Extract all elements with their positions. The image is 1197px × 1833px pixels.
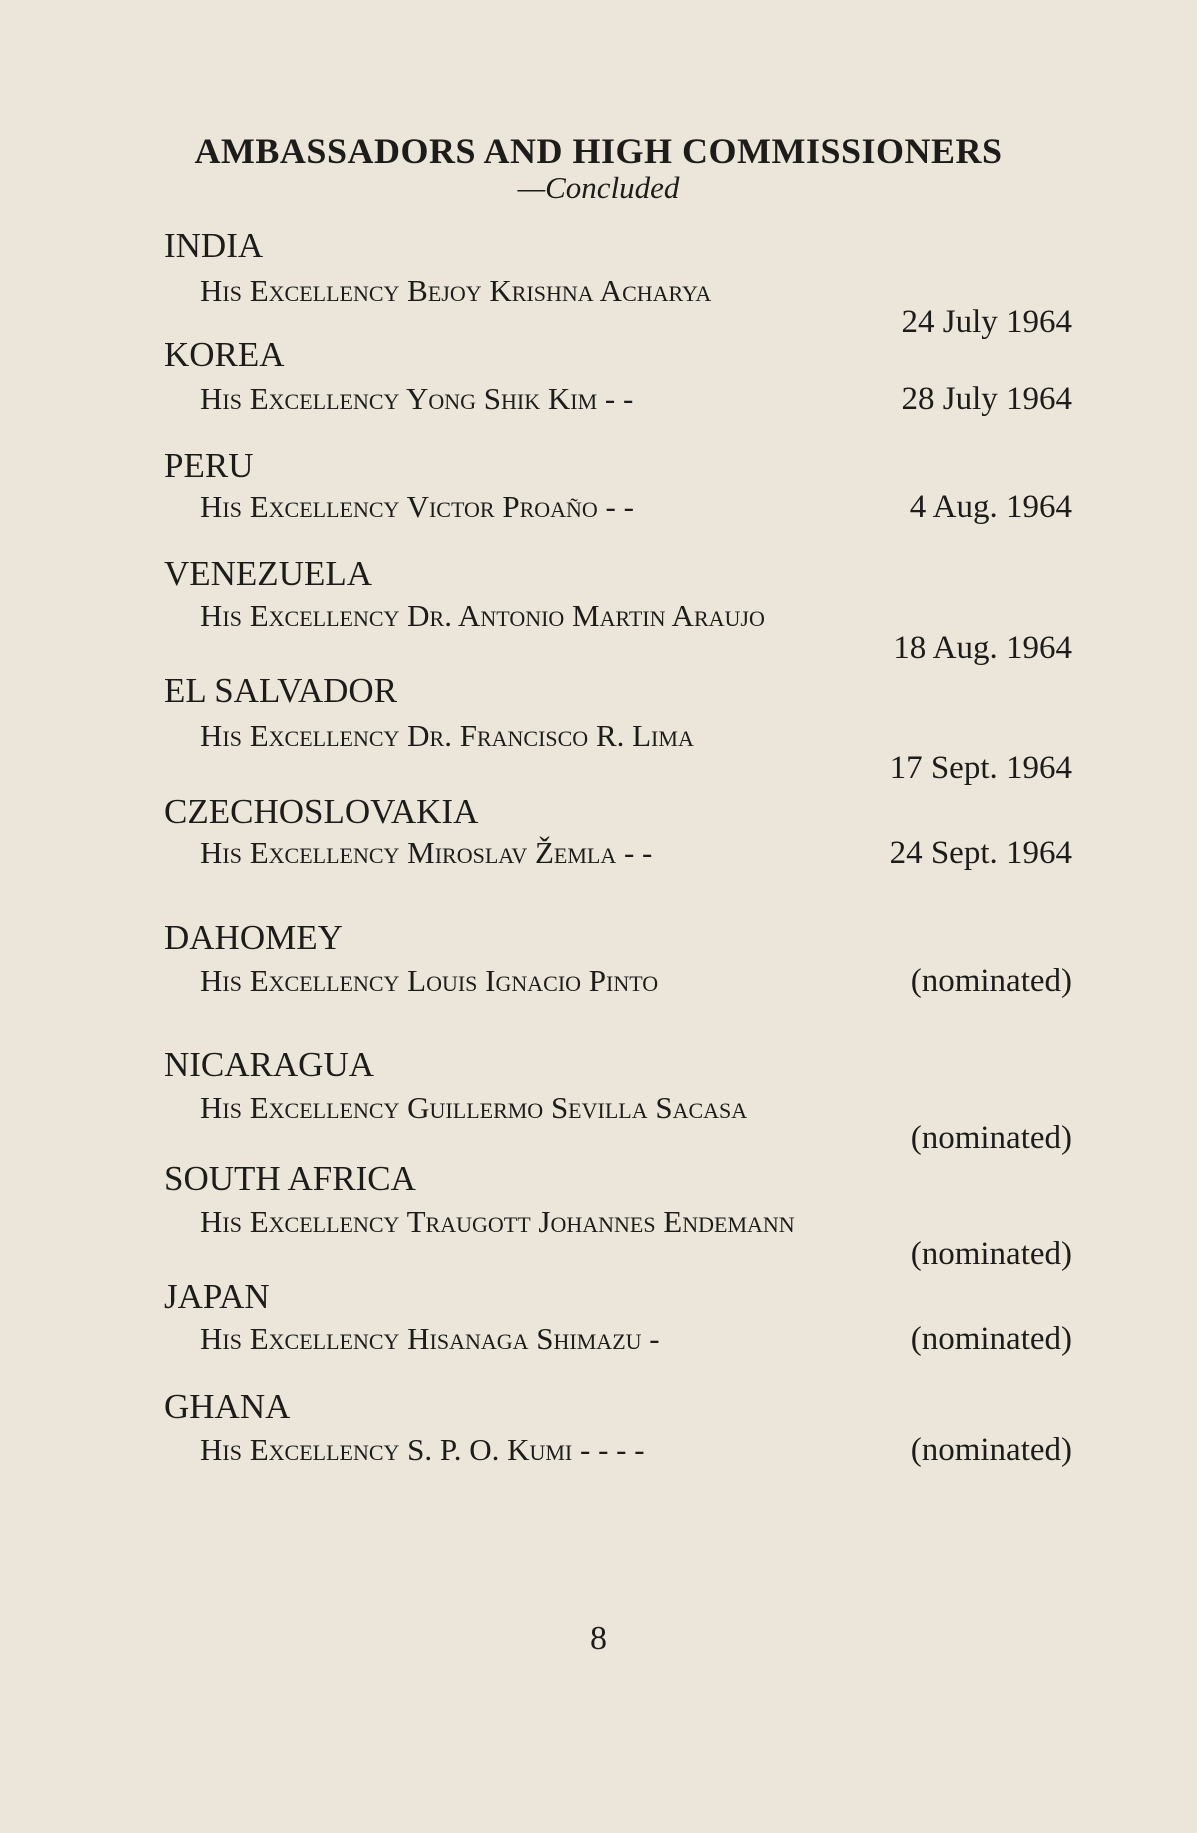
ambassador-el-salvador: His Excellency Dr. Francisco R. Lima <box>200 718 694 753</box>
ambassador-czechoslovakia: His Excellency Miroslav Žemla - - <box>200 835 653 870</box>
country-venezuela: VENEZUELA <box>164 554 373 593</box>
country-peru: PERU <box>164 446 254 485</box>
country-dahomey: DAHOMEY <box>164 918 343 957</box>
date-japan: (nominated) <box>910 1321 1072 1357</box>
date-nicaragua: (nominated) <box>910 1120 1072 1156</box>
date-el-salvador: 17 Sept. 1964 <box>889 750 1072 786</box>
ambassador-japan: His Excellency Hisanaga Shimazu - <box>200 1321 660 1356</box>
date-venezuela: 18 Aug. 1964 <box>893 630 1072 666</box>
country-ghana: GHANA <box>164 1387 291 1426</box>
page-number: 8 <box>590 1620 607 1657</box>
ambassador-india: His Excellency Bejoy Krishna Acharya <box>200 273 712 308</box>
ambassador-korea: His Excellency Yong Shik Kim - - <box>200 381 634 416</box>
page-title: AMBASSADORS AND HIGH COMMISSIONERS <box>194 131 1003 171</box>
country-south-africa: SOUTH AFRICA <box>164 1159 416 1198</box>
country-el-salvador: EL SALVADOR <box>164 671 398 710</box>
date-czechoslovakia: 24 Sept. 1964 <box>889 835 1072 871</box>
ambassador-nicaragua: His Excellency Guillermo Sevilla Sacasa <box>200 1090 748 1125</box>
country-nicaragua: NICARAGUA <box>164 1045 374 1084</box>
country-korea: KOREA <box>164 335 285 374</box>
date-india: 24 July 1964 <box>901 304 1072 340</box>
page-subtitle: —Concluded <box>517 170 680 205</box>
date-dahomey: (nominated) <box>910 963 1072 999</box>
date-korea: 28 July 1964 <box>901 381 1072 417</box>
ambassador-venezuela: His Excellency Dr. Antonio Martin Araujo <box>200 598 765 633</box>
country-india: INDIA <box>164 226 264 265</box>
ambassador-south-africa: His Excellency Traugott Johannes Endemann <box>200 1204 795 1239</box>
date-peru: 4 Aug. 1964 <box>909 489 1072 525</box>
country-czechoslovakia: CZECHOSLOVAKIA <box>164 792 479 831</box>
ambassador-peru: His Excellency Victor Proaño - - <box>200 489 634 524</box>
date-ghana: (nominated) <box>910 1432 1072 1468</box>
date-south-africa: (nominated) <box>910 1236 1072 1272</box>
ambassador-dahomey: His Excellency Louis Ignacio Pinto <box>200 963 659 998</box>
country-japan: JAPAN <box>164 1277 270 1316</box>
ambassador-ghana: His Excellency S. P. O. Kumi - - - - <box>200 1432 645 1467</box>
